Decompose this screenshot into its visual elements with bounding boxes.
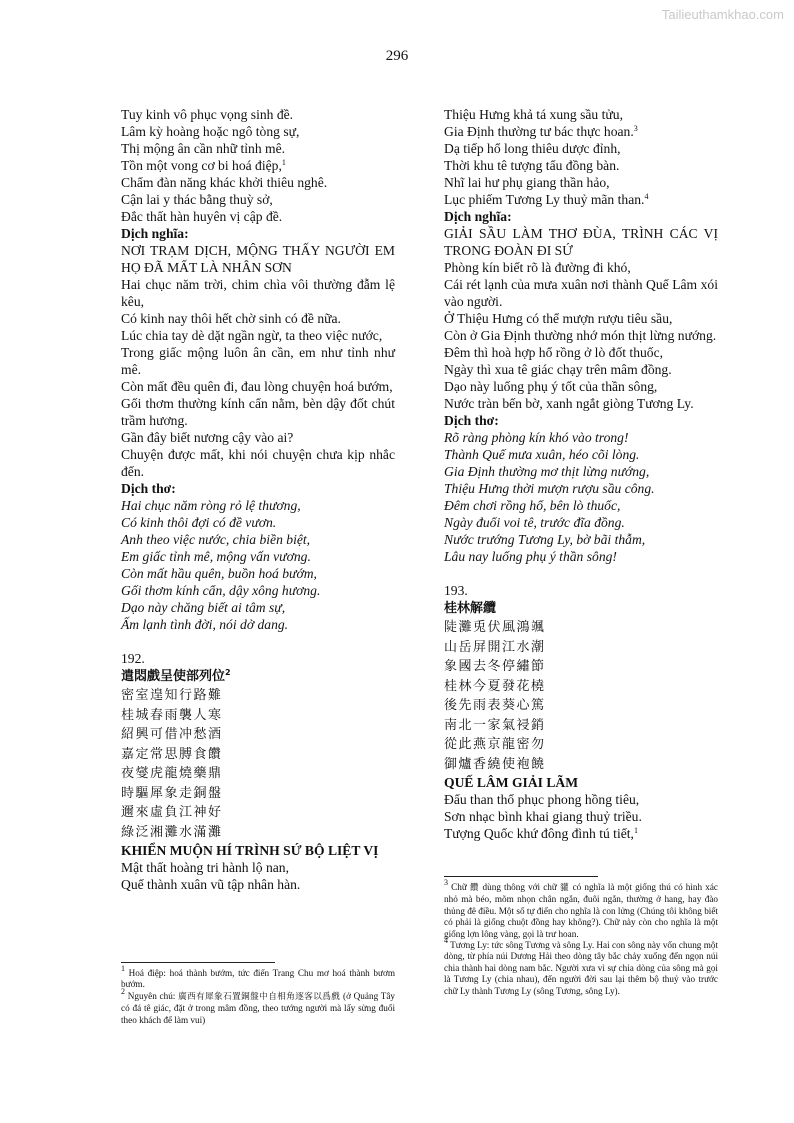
dich-nghia-line: Gần đây biết nương cậy vào ai? [121,430,294,445]
dich-nghia-line: Cái rét lạnh của mưa xuân nơi thành Quế Lâm xói vào người. [444,277,718,309]
dich-tho-line: Nước trướng Tương Ly, bờ bãi thẫm, [444,532,646,547]
cjk-line: 後先雨表葵心篤 [444,698,546,713]
dich-tho-line: Còn mất hầu quên, buồn hoá bướm, [121,566,317,581]
poem-line: Tuy kinh vô phục vọng sinh đề. [121,107,294,122]
dich-nghia-line: Đêm thì hoà hợp hổ rồng ở lò đốt thuốc, [444,345,664,360]
poem-line: Nhĩ lai hư phụ giang thần hảo, [444,175,610,190]
dich-nghia-line: Ngày thì xua tê giác chạy trên mâm đồng. [444,362,672,377]
footnote-ref[interactable]: 4 [644,192,649,201]
poem-line: Tồn một vong cơ bi hoá điệp,$^1$ [121,158,286,173]
dich-tho-line: Ấm lạnh tình đời, nói dở dang. [121,617,289,632]
left-column [121,106,395,893]
poem-line: Tượng Quốc khứ đông đình tú tiết,$^1$ [444,826,638,841]
dich-tho-line: Rõ ràng phòng kín khó vào trong! [444,430,629,445]
dich-nghia-line: Chuyện được mất, khi nói chuyện chưa kịp nhắc đến. [121,447,395,479]
right-footnotes [444,878,718,997]
dich-nghia-line: Có kinh nay thôi hết chờ sinh có đề nữa. [121,311,341,326]
dich-nghia-line: Ở Thiệu Hưng có thể mượn rượu tiêu sầu, [444,311,673,326]
page-number: 296 [385,48,409,64]
cjk-line: 御爐香繞使袍饒 [444,756,546,772]
cjk-line: 南北一家氣祲銷 [444,717,546,733]
dich-tho-label: Dịch thơ: [444,413,499,428]
cjk-line: 夜燮虎龍燒藥鼎 [121,766,223,781]
footnote-ref[interactable]: 2 [225,668,231,677]
poem-line: Quế thành xuân vũ tập nhân hàn. [121,877,301,892]
cjk-line: 象國去冬停繡節 [444,659,546,674]
cjk-line: 邇來虛負江神好 [121,805,223,820]
dich-nghia-label: Dịch nghĩa: [121,226,189,241]
cjk-line: 桂林今夏發花橈 [444,678,546,694]
poem-line: Gia Định thường tư bác thực hoan.$^3$ [444,124,638,139]
footnote: $^2$ Nguyên chú: 廣西有犀象石置銅盤中自相角逐客以爲戲 (ở Quảng Tây có đá tê giác, đặt ở trong mâm đồng, theo tướng người mà lấy sừng đuổi theo khách để làm vui) [121,986,395,1025]
poem-line: Lục phiếm Tương Ly thuỷ mãn than.$^4$ [444,192,649,207]
watermark: Tailieuthamkhao.com [661,7,784,22]
cjk-line: 密室遑知行路難 [121,688,223,703]
poem-title-cjk: 桂林解纜 [444,601,497,616]
footnote-ref[interactable]: 3 [633,124,638,133]
dich-nghia-line: Còn ở Gia Định thường nhớ món thịt lừng nướng. [444,328,717,343]
cjk-line: 桂城春雨襲人寒 [121,707,223,723]
cjk-line: 綠泛湘灘水滿灘 [121,824,223,840]
poem-line: Đẩu than thố phục phong hồng tiêu, [444,792,640,807]
poem-number: 192. [121,651,145,666]
dich-nghia-line: Lúc chia tay dè dặt ngần ngừ, ta theo việc nước, [121,328,383,343]
cjk-line: 嘉定常思膊食饡 [121,746,223,762]
dich-nghia-title: NƠI TRẠM DỊCH, MỘNG THẤY NGƯỜI EM HỌ ĐÃ MẤT LÀ NHÂN SƠN [121,243,395,275]
dich-tho-line: Có kinh thôi đợi có đề vươn. [121,515,277,530]
dich-tho-line: Gối thơm kính cẩn, dậy xông hương. [121,583,321,598]
dich-tho-line: Đêm chơi rồng hổ, bên lò thuốc, [444,498,621,513]
dich-nghia-label: Dịch nghĩa: [444,209,512,224]
poem-line: Lâm kỳ hoàng hoặc ngô tòng sự, [121,124,300,139]
poem-title-cjk: 遣悶戲呈使部列位$^2$ [121,668,231,684]
right-column [444,106,718,842]
dich-tho-line: Gia Định thường mơ thịt lừng nướng, [444,464,650,479]
dich-nghia-line: Dạo này luống phụ ý tốt của thần sông, [444,379,658,394]
poem-line: Mật thất hoàng tri hành lộ nan, [121,860,289,875]
poem-line: Đắc thất hàn huyên vị cập đề. [121,209,283,224]
footnote: $^3$ Chữ 饡 dùng thông với chữ 貛 có nghĩa là một giống thú có hình xác nhỏ mà béo, mõm nhọn chân ngắn, đuôi ngắn, thường ở hang, hay đào thủng đê điều. Một số tự điển cho nghĩa là con lửng (Chúng tôi không biết có phải là giống chuột đồng hay không?). Chữ này còn cho nghĩa là một giống lợn lông vàng, gọi là trư hoan. [444,878,718,939]
dich-nghia-line: Còn mất đều quên đi, đau lòng chuyện hoá bướm, [121,379,393,394]
dich-nghia-line: Phòng kín biết rõ là đường đi khó, [444,260,631,275]
dich-tho-line: Thành Quế mưa xuân, héo cõi lòng. [444,447,640,462]
poem-line: Sơn nhạc bình khai giang thuỷ triều. [444,809,642,824]
dich-nghia-title: GIẢI SẦU LÀM THƠ ĐÙA, TRÌNH CÁC VỊ TRONG ĐOÀN ĐI SỨ [444,226,718,258]
dich-nghia-line: Trong giấc mộng luôn ân cần, em như tỉnh như mê. [121,345,395,377]
poem-number: 193. [444,583,468,598]
footnote-rule [444,876,598,877]
dich-nghia-line: Hai chục năm trời, chim chìa vôi thường đẫm lệ kêu, [121,277,395,309]
poem-line: Cận lai y thác bằng thuỳ sở, [121,192,273,207]
footnote-rule [121,962,275,963]
left-footnotes [121,964,395,1026]
dich-tho-line: Em giấc tỉnh mê, mộng vấn vương. [121,549,311,564]
poem-title-viet: QUẾ LÂM GIẢI LÃM [444,775,579,790]
footnote-ref[interactable]: 1 [633,826,638,835]
poem-line: Chẩm đàn năng khác khởi thiêu nghê. [121,175,328,190]
cjk-line: 紹興可借冲愁酒 [121,727,223,742]
poem-line: Thị mộng ân cần nhữ tỉnh mê. [121,141,286,156]
poem-line: Thời khu tê tượng tẩu đồng bàn. [444,158,620,173]
cjk-line: 山岳屏開江水潮 [444,639,546,655]
cjk-line: 時驅犀象走銅盤 [121,785,223,801]
dich-tho-line: Dạo này chăng biết ai tâm sự, [121,600,286,615]
dich-tho-line: Ngày đuổi voi tê, trước đĩa đồng. [444,515,625,530]
footnote-ref[interactable]: 1 [281,158,286,167]
footnote: $^1$ Hoá điệp: hoá thành bướm, tức điển Trang Chu mơ hoá thành bươm bướm. [121,964,395,990]
footnote: $^4$ Tương Ly: tức sông Tương và sông Ly. Hai con sông này vốn chung một dòng, từ phía núi Dương Hải theo dòng tây bắc chảy xuống đến ngọn núi chia thành hai dòng nam bắc. Người xưa vì sự chia dòng của sông mà gọi là Tương Ly (chia nhau), đến người đời sau lại thêm bộ thuỷ vào trước chữ Ly thành Tương Ly (sông Tương, sông Ly). [444,936,718,996]
dich-tho-line: Lâu nay luống phụ ý thần sông! [444,549,617,564]
poem-line: Dạ tiếp hổ long thiêu dược đỉnh, [444,141,621,156]
dich-tho-label: Dịch thơ: [121,481,176,496]
dich-tho-line: Anh theo việc nước, chia biền biệt, [121,532,311,547]
cjk-line: 陡灘兎伏風鴻颯 [444,620,546,635]
dich-nghia-line: Gối thơm thường kính cẩn nằm, bèn dậy đốt chút trầm hương. [121,396,395,428]
dich-tho-line: Thiệu Hưng thời mượn rượu sầu công. [444,481,655,496]
cjk-line: 從此燕京龍密勿 [444,737,546,752]
poem-line: Thiệu Hưng khả tá xung sầu tửu, [444,107,623,122]
dich-nghia-line: Nước tràn bến bờ, xanh ngắt giòng Tương Ly. [444,396,694,411]
dich-tho-line: Hai chục năm ròng rỏ lệ thương, [121,498,301,513]
poem-title-viet: KHIỂN MUỘN HÍ TRÌNH SỨ BỘ LIỆT VỊ [121,843,379,858]
